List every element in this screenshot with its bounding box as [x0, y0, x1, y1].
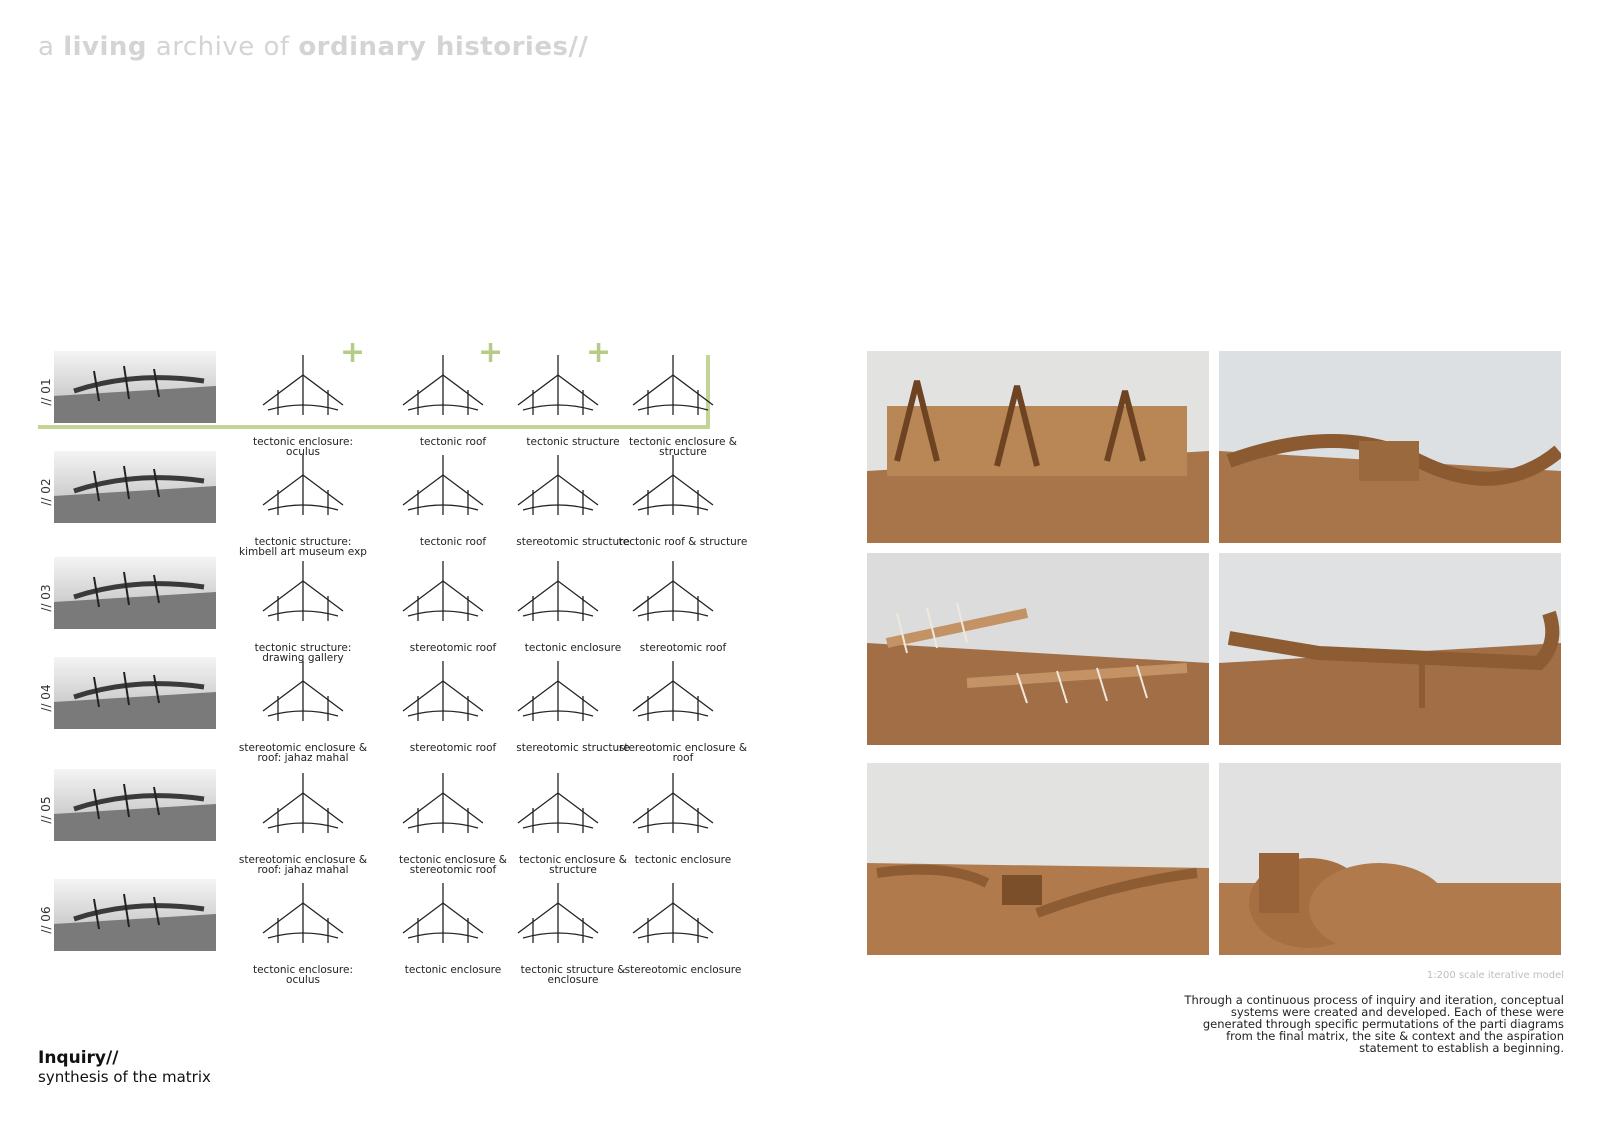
row-number: // 02	[39, 478, 53, 506]
diagram-caption: tectonic structure: kimbell art museum exp	[239, 536, 367, 558]
row-number: // 03	[39, 584, 53, 612]
diagram-caption: stereotomic roof	[409, 642, 497, 654]
diagram-caption: stereotomic structure	[516, 536, 630, 548]
matrix-row	[38, 873, 742, 986]
diagram-caption: tectonic enclosure	[404, 964, 502, 976]
parti-diagram	[253, 763, 353, 848]
diagram-caption: stereotomic enclosure & roof	[618, 742, 748, 764]
row-number: // 04	[39, 684, 53, 712]
model-photo-4	[1219, 553, 1561, 745]
diagram-caption: tectonic structure: drawing gallery	[254, 642, 352, 664]
diagram-caption: stereotomic roof	[639, 642, 727, 654]
matrix-row	[38, 651, 748, 764]
parti-diagram	[623, 763, 723, 848]
parti-diagram	[253, 551, 353, 636]
plus-sign: +	[340, 335, 366, 370]
parti-diagram	[393, 651, 493, 736]
diagram-caption: tectonic enclosure & stereotomic roof	[399, 854, 507, 876]
model-photo-3	[867, 553, 1209, 745]
matrix-row	[38, 445, 748, 558]
diagram-caption: stereotomic enclosure & roof: jahaz mahal	[238, 742, 368, 764]
parti-diagram	[623, 651, 723, 736]
row-model-photo	[54, 351, 216, 423]
diagram-caption: tectonic enclosure	[634, 854, 732, 866]
diagram-caption: tectonic enclosure: oculus	[252, 964, 353, 986]
parti-diagram	[623, 551, 723, 636]
diagram-caption: tectonic roof	[419, 436, 487, 448]
row-model-photo	[54, 769, 216, 841]
matrix-row	[38, 763, 738, 876]
row-model-photo	[54, 451, 216, 523]
project-description: Through a continuous process of inquiry and iteration, conceptual systems were created and developed. Each of these were generated through specific permutations of the parti diagrams from the final matrix, the site & context and the aspiration statement to establish a beginning.	[1184, 993, 1564, 1055]
diagram-caption: stereotomic structure	[516, 742, 630, 754]
parti-diagram	[393, 873, 493, 958]
diagram-caption: tectonic enclosure	[524, 642, 622, 654]
row-model-photo	[54, 657, 216, 729]
diagram-caption: tectonic roof & structure	[618, 536, 748, 548]
parti-diagram	[623, 345, 723, 430]
diagram-caption: stereotomic roof	[409, 742, 497, 754]
row-model-photo	[54, 879, 216, 951]
row-number: // 05	[39, 796, 53, 824]
parti-diagram	[508, 651, 608, 736]
diagram-caption: tectonic enclosure & structure	[629, 436, 737, 458]
diagram-caption: tectonic roof	[419, 536, 487, 548]
diagram-caption: stereotomic enclosure	[624, 964, 742, 976]
parti-diagram	[253, 345, 353, 430]
model-photo-6	[1219, 763, 1561, 955]
page-header: a living archive of ordinary histories//	[38, 32, 589, 62]
section-title	[38, 1048, 211, 1086]
parti-diagram	[253, 445, 353, 530]
section-title-main: Inquiry//	[38, 1048, 119, 1068]
parti-matrix	[38, 335, 748, 995]
diagram-caption: tectonic enclosure: oculus	[252, 436, 353, 458]
parti-diagram	[393, 763, 493, 848]
matrix-row	[38, 335, 738, 458]
parti-diagram	[623, 445, 723, 530]
row-model-photo	[54, 557, 216, 629]
model-photo-5	[867, 763, 1209, 955]
parti-diagram	[393, 445, 493, 530]
parti-diagram	[393, 551, 493, 636]
section-title-sub: synthesis of the matrix	[38, 1068, 211, 1086]
plus-sign: +	[478, 335, 504, 370]
model-scale-caption: 1:200 scale iterative model	[1426, 970, 1564, 981]
parti-diagram	[508, 445, 608, 530]
model-photo-2	[1219, 351, 1561, 543]
diagram-caption: tectonic structure & enclosure	[520, 964, 626, 986]
plus-sign: +	[586, 335, 612, 370]
parti-diagram	[623, 873, 723, 958]
parti-diagram	[253, 651, 353, 736]
diagram-caption: stereotomic enclosure & roof: jahaz mahal	[238, 854, 368, 876]
diagram-caption: tectonic enclosure & structure	[519, 854, 627, 876]
matrix-row	[38, 551, 738, 664]
row-number: // 01	[39, 378, 53, 406]
diagram-caption: tectonic structure	[526, 436, 620, 448]
row-number: // 06	[39, 906, 53, 934]
parti-diagram	[508, 873, 608, 958]
parti-diagram	[508, 551, 608, 636]
model-photo-1	[867, 351, 1209, 543]
parti-diagram	[508, 763, 608, 848]
parti-diagram	[253, 873, 353, 958]
